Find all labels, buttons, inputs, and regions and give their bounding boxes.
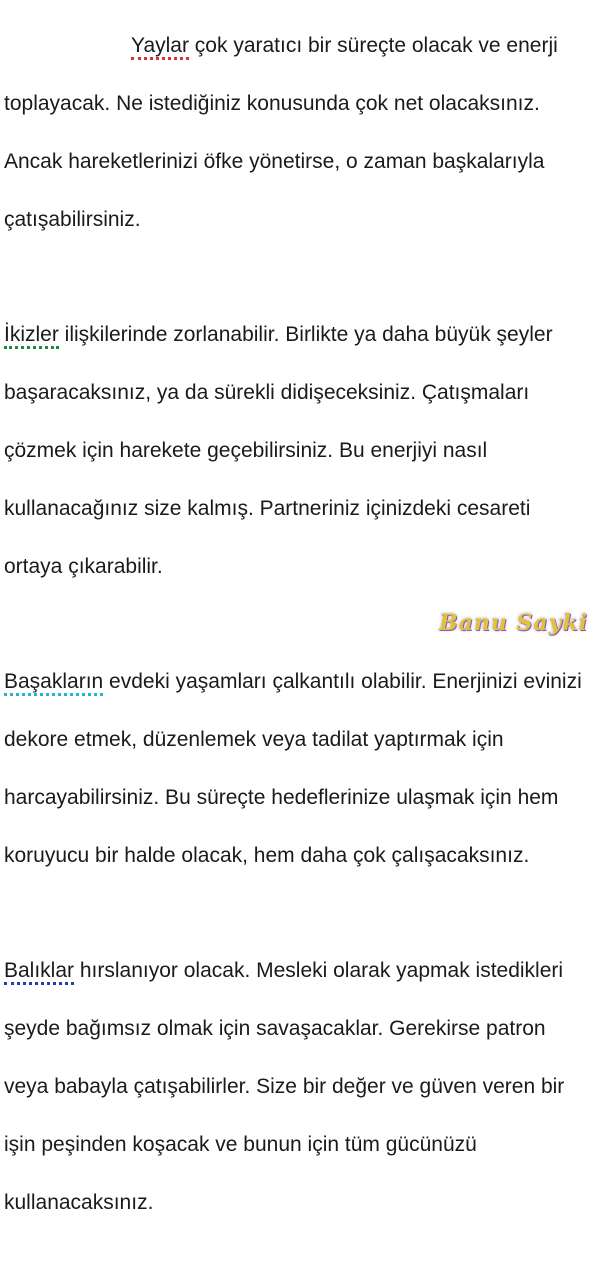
line-text: çok yaratıcı bir süreçte olacak ve enerji	[188, 34, 558, 57]
paragraph-line: işin peşinden koşacak ve bunun için tüm gücünüzü	[4, 1133, 477, 1156]
paragraph-yaylar	[4, 2, 598, 263]
paragraph-line	[4, 667, 598, 696]
paragraph-baliklar	[4, 927, 598, 1246]
watermark: Banu Sayki	[438, 610, 588, 636]
keyword-ikizler: İkizler	[4, 323, 59, 349]
line-text: ilişkilerinde zorlanabilir. Birlikte ya daha büyük şeyler	[58, 323, 553, 346]
paragraph-line	[4, 956, 598, 985]
paragraph-line: kullanacaksınız.	[4, 1191, 154, 1214]
paragraph-line: çözmek için harekete geçebilirsiniz. Bu enerjiyi nasıl	[4, 439, 488, 462]
line-text: evdeki yaşamları çalkantılı olabilir. Enerjinizi evinizi	[103, 670, 582, 693]
paragraph-line: şeyde bağımsız olmak için savaşacaklar. Gerekirse patron	[4, 1017, 546, 1040]
paragraph-line: koruyucu bir halde olacak, hem daha çok çalışacaksınız.	[4, 844, 530, 867]
paragraph-line: harcayabilirsiniz. Bu süreçte hedeflerinize ulaşmak için hem	[4, 786, 559, 809]
paragraph-line: kullanacağınız size kalmış. Partneriniz içinizdeki cesareti	[4, 497, 531, 520]
keyword-basaklar: Başakların	[4, 670, 103, 696]
paragraph-basaklar	[4, 638, 598, 899]
paragraph-line	[4, 31, 598, 60]
paragraph-ikizler	[4, 291, 598, 610]
paragraph-line: veya babayla çatışabilirler. Size bir değer ve güven veren bir	[4, 1075, 565, 1098]
paragraph-line: başaracaksınız, ya da sürekli didişeceksiniz. Çatışmaları	[4, 381, 530, 404]
paragraph-line	[4, 320, 598, 349]
line-text: hırslanıyor olacak. Mesleki olarak yapmak istedikleri	[74, 959, 564, 982]
paragraph-line: dekore etmek, düzenlemek veya tadilat yaptırmak için	[4, 728, 504, 751]
keyword-yaylar: Yaylar	[131, 34, 189, 60]
keyword-baliklar: Balıklar	[4, 959, 74, 985]
paragraph-line: çatışabilirsiniz.	[4, 208, 141, 231]
paragraph-line: ortaya çıkarabilir.	[4, 555, 163, 578]
paragraph-line: toplayacak. Ne istediğiniz konusunda çok net olacaksınız.	[4, 92, 540, 115]
horoscope-document	[4, 0, 598, 1274]
paragraph-line: Ancak hareketlerinizi öfke yönetirse, o zaman başkalarıyla	[4, 150, 545, 173]
